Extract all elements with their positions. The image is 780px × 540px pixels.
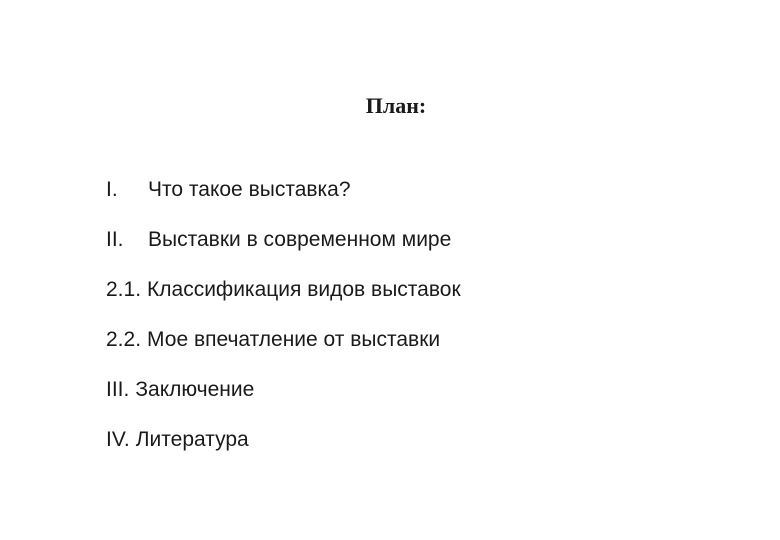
- list-item: [106, 376, 461, 426]
- list-item-marker: III.: [106, 378, 130, 401]
- list-item-marker: II.: [106, 228, 124, 251]
- list-item-marker: I.: [106, 178, 118, 201]
- list-item-text: Литература: [135, 428, 249, 451]
- list-item-text: Мое впечатление от выставки: [147, 328, 441, 351]
- list-item-marker: IV.: [106, 428, 130, 451]
- list-item: [106, 276, 461, 326]
- list-item-text: Что такое выставка?: [148, 178, 351, 201]
- list-item: [106, 426, 461, 476]
- list-item: [106, 226, 461, 276]
- list-item: [106, 326, 461, 376]
- list-item-marker: 2.1.: [106, 278, 142, 301]
- list-item-text: Заключение: [135, 378, 255, 401]
- list-item: [106, 176, 461, 226]
- list-item-marker: 2.2.: [106, 328, 142, 351]
- list-item-text: Выставки в современном мире: [148, 228, 452, 251]
- plan-list: [106, 176, 461, 476]
- page-title: План:: [365, 93, 427, 118]
- list-item-text: Классификация видов выставок: [147, 278, 461, 301]
